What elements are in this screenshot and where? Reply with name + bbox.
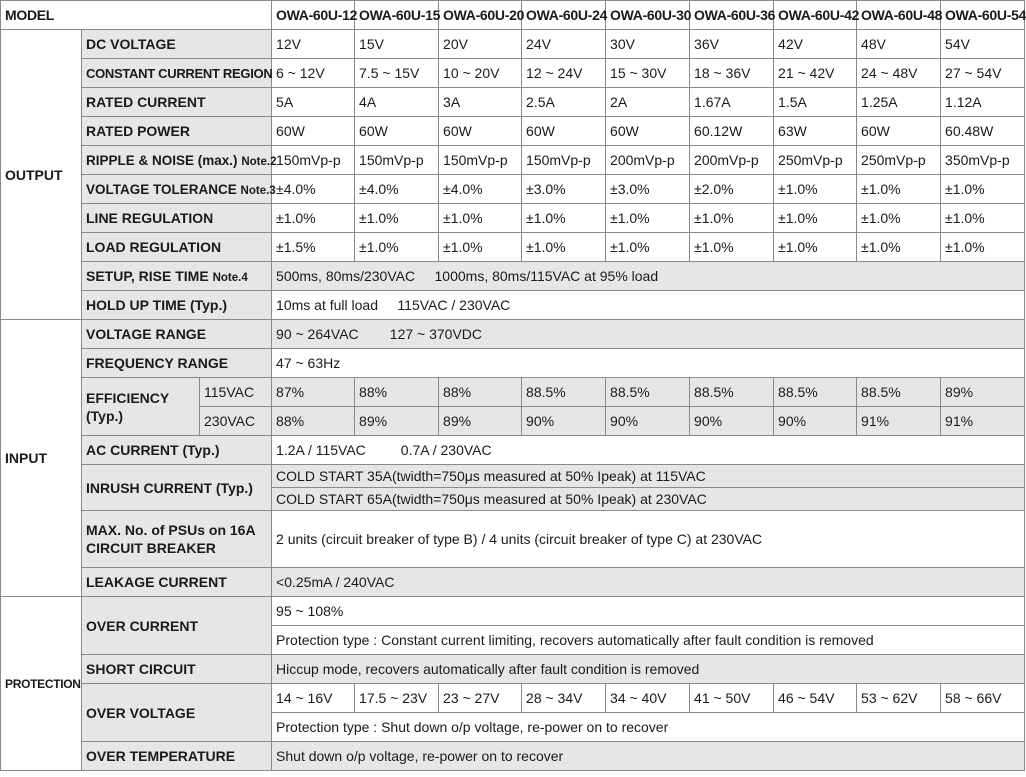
cell: 88.5%	[857, 378, 941, 407]
model-name: OWA-60U-54	[941, 1, 1025, 30]
model-name: OWA-60U-12	[272, 1, 355, 30]
cell: 18 ~ 36V	[690, 59, 774, 88]
label-text: VOLTAGE TOLERANCE	[86, 181, 237, 197]
cell: 58 ~ 66V	[941, 684, 1025, 713]
cell: 20V	[439, 30, 522, 59]
ripple-row	[1, 146, 1025, 175]
cell: 1.2A / 115VAC 0.7A / 230VAC	[272, 436, 1025, 465]
cell: 14 ~ 16V	[272, 684, 355, 713]
row-label: AC CURRENT (Typ.)	[82, 436, 272, 465]
row-label	[82, 262, 272, 291]
cell: COLD START 35A(twidth=750μs measured at 50% Ipeak) at 115VAC	[272, 465, 1025, 488]
cell: Shut down o/p voltage, re-power on to recover	[272, 742, 1025, 771]
row-label: LEAKAGE CURRENT	[82, 568, 272, 597]
cell: ±1.0%	[439, 233, 522, 262]
cell: 90%	[690, 407, 774, 436]
cell: 1.5A	[774, 88, 857, 117]
cell: 90 ~ 264VAC 127 ~ 370VDC	[272, 320, 1025, 349]
cell: 1.25A	[857, 88, 941, 117]
cell: 24 ~ 48V	[857, 59, 941, 88]
voltage-tolerance-row	[1, 175, 1025, 204]
cell: 63W	[774, 117, 857, 146]
cell: ±1.0%	[941, 204, 1025, 233]
frequency-range-row	[1, 349, 1025, 378]
cell: 89%	[355, 407, 439, 436]
cell: ±1.0%	[941, 233, 1025, 262]
cell: 500ms, 80ms/230VAC 1000ms, 80ms/115VAC at 95% load	[272, 262, 1025, 291]
cell: ±1.0%	[857, 233, 941, 262]
cell: ±1.0%	[857, 175, 941, 204]
section-output: OUTPUT	[1, 30, 82, 320]
model-name: OWA-60U-24	[522, 1, 606, 30]
cell: ±4.0%	[439, 175, 522, 204]
label-text: EFFICIENCY	[86, 389, 170, 406]
cell: ±1.0%	[606, 233, 690, 262]
cell: 6 ~ 12V	[272, 59, 355, 88]
label-text: RIPPLE & NOISE (max.)	[86, 152, 238, 168]
cc-region-row	[1, 59, 1025, 88]
over-current-row-1	[1, 597, 1025, 626]
cell: ±1.0%	[774, 175, 857, 204]
cell: 200mVp-p	[606, 146, 690, 175]
row-label: CONSTANT CURRENT REGION	[82, 59, 272, 88]
cell: 60W	[857, 117, 941, 146]
cell: 1.67A	[690, 88, 774, 117]
model-name: OWA-60U-20	[439, 1, 522, 30]
cell: 2A	[606, 88, 690, 117]
cell: 36V	[690, 30, 774, 59]
cell: 200mVp-p	[690, 146, 774, 175]
short-circuit-row	[1, 655, 1025, 684]
cell: Protection type : Constant current limiting, recovers automatically after fault condition is removed	[272, 626, 1025, 655]
sub-label: 115VAC	[200, 378, 272, 407]
section-protection: PROTECTION	[1, 597, 82, 771]
row-label: SHORT CIRCUIT	[82, 655, 272, 684]
note-ref: Note.4	[212, 272, 248, 284]
cell: ±1.0%	[774, 204, 857, 233]
cell: ±2.0%	[690, 175, 774, 204]
cell: 60.48W	[941, 117, 1025, 146]
cell: 88.5%	[522, 378, 606, 407]
row-label	[82, 378, 200, 436]
cell: 88.5%	[690, 378, 774, 407]
cell: 150mVp-p	[355, 146, 439, 175]
cell: 28 ~ 34V	[522, 684, 606, 713]
cell: 250mVp-p	[857, 146, 941, 175]
cell: 60W	[355, 117, 439, 146]
row-label: LOAD REGULATION	[82, 233, 272, 262]
cell: 7.5 ~ 15V	[355, 59, 439, 88]
cell: ±1.0%	[690, 204, 774, 233]
over-voltage-row-1	[1, 684, 1025, 713]
cell: 15V	[355, 30, 439, 59]
row-label	[82, 175, 276, 204]
cell: 90%	[606, 407, 690, 436]
row-label: LINE REGULATION	[82, 204, 272, 233]
cell: 3A	[439, 88, 522, 117]
cell: 95 ~ 108%	[272, 597, 1025, 626]
cell: 90%	[522, 407, 606, 436]
cell: ±1.5%	[272, 233, 355, 262]
cell: ±1.0%	[522, 204, 606, 233]
cell: 2 units (circuit breaker of type B) / 4 units (circuit breaker of type C) at 230VAC	[272, 511, 1025, 568]
cell: 12V	[272, 30, 355, 59]
cell: Hiccup mode, recovers automatically after fault condition is removed	[272, 655, 1025, 684]
cell: 89%	[941, 378, 1025, 407]
max-psu-row	[1, 511, 1025, 568]
cell: 350mVp-p	[941, 146, 1025, 175]
cell: 1.12A	[941, 88, 1025, 117]
label-text: SETUP, RISE TIME	[86, 268, 209, 284]
cell: Protection type : Shut down o/p voltage, re-power on to recover	[272, 713, 1025, 742]
sub-label: 230VAC	[200, 407, 272, 436]
row-label: INRUSH CURRENT (Typ.)	[82, 465, 272, 511]
cell: ±4.0%	[272, 175, 355, 204]
cell: ±1.0%	[439, 204, 522, 233]
cell: 5A	[272, 88, 355, 117]
cell: COLD START 65A(twidth=750μs measured at 50% Ipeak) at 230VAC	[272, 488, 1025, 511]
cell: ±1.0%	[690, 233, 774, 262]
cell: 89%	[439, 407, 522, 436]
note-ref: Note.3	[240, 184, 276, 197]
cell: <0.25mA / 240VAC	[272, 568, 1025, 597]
cell: 4A	[355, 88, 439, 117]
model-name: OWA-60U-15	[355, 1, 439, 30]
inrush-row-1	[1, 465, 1025, 488]
label-text: (Typ.)	[86, 407, 124, 424]
cell: 53 ~ 62V	[857, 684, 941, 713]
cell: 88%	[355, 378, 439, 407]
rated-current-row	[1, 88, 1025, 117]
cell: ±3.0%	[522, 175, 606, 204]
row-label: RATED POWER	[82, 117, 272, 146]
cell: ±1.0%	[272, 204, 355, 233]
cell: ±1.0%	[774, 233, 857, 262]
cell: 21 ~ 42V	[774, 59, 857, 88]
row-label: FREQUENCY RANGE	[82, 349, 272, 378]
rated-power-row	[1, 117, 1025, 146]
cell: 17.5 ~ 23V	[355, 684, 439, 713]
row-label	[82, 146, 277, 175]
cell: 24V	[522, 30, 606, 59]
label-text: CIRCUIT BREAKER	[86, 540, 216, 556]
cell: 34 ~ 40V	[606, 684, 690, 713]
cell: 60W	[439, 117, 522, 146]
row-label: RATED CURRENT	[82, 88, 272, 117]
cell: 87%	[272, 378, 355, 407]
row-label: HOLD UP TIME (Typ.)	[82, 291, 272, 320]
load-regulation-row	[1, 233, 1025, 262]
row-label: VOLTAGE RANGE	[82, 320, 272, 349]
row-label: OVER CURRENT	[82, 597, 272, 655]
row-label: DC VOLTAGE	[82, 30, 272, 59]
voltage-range-row	[1, 320, 1025, 349]
leakage-row	[1, 568, 1025, 597]
ac-current-row	[1, 436, 1025, 465]
cell: ±1.0%	[355, 233, 439, 262]
dc-voltage-row	[1, 30, 1025, 59]
cell: ±1.0%	[355, 204, 439, 233]
cell: 60W	[522, 117, 606, 146]
cell: 54V	[941, 30, 1025, 59]
cell: 48V	[857, 30, 941, 59]
cell: 91%	[941, 407, 1025, 436]
cell: ±1.0%	[606, 204, 690, 233]
cell: 23 ~ 27V	[439, 684, 522, 713]
note-ref: Note.2	[241, 155, 277, 168]
cell: 250mVp-p	[774, 146, 857, 175]
hold-up-row	[1, 291, 1025, 320]
cell: 30V	[606, 30, 690, 59]
cell: 88%	[439, 378, 522, 407]
model-label: MODEL	[1, 1, 272, 30]
over-temperature-row	[1, 742, 1025, 771]
cell: 46 ~ 54V	[774, 684, 857, 713]
row-label: OVER VOLTAGE	[82, 684, 272, 742]
efficiency-row-115	[1, 378, 1025, 407]
cell: 47 ~ 63Hz	[272, 349, 1025, 378]
cell: 15 ~ 30V	[606, 59, 690, 88]
row-label: OVER TEMPERATURE	[82, 742, 272, 771]
model-name: OWA-60U-42	[774, 1, 857, 30]
label-text: MAX. No. of PSUs on 16A	[86, 522, 256, 538]
cell: 88.5%	[606, 378, 690, 407]
cell: 60W	[606, 117, 690, 146]
cell: 60.12W	[690, 117, 774, 146]
cell: 150mVp-p	[272, 146, 355, 175]
cell: ±1.0%	[857, 204, 941, 233]
model-name: OWA-60U-48	[857, 1, 941, 30]
cell: 2.5A	[522, 88, 606, 117]
cell: 150mVp-p	[522, 146, 606, 175]
cell: ±1.0%	[522, 233, 606, 262]
cell: 90%	[774, 407, 857, 436]
cell: 91%	[857, 407, 941, 436]
setup-rise-row	[1, 262, 1025, 291]
section-input: INPUT	[1, 320, 82, 597]
cell: 41 ~ 50V	[690, 684, 774, 713]
cell: ±4.0%	[355, 175, 439, 204]
cell: 10 ~ 20V	[439, 59, 522, 88]
cell: 10ms at full load 115VAC / 230VAC	[272, 291, 1025, 320]
model-row	[1, 1, 1025, 30]
cell: 150mVp-p	[439, 146, 522, 175]
cell: 88%	[272, 407, 355, 436]
cell: 12 ~ 24V	[522, 59, 606, 88]
cell: 42V	[774, 30, 857, 59]
cell: 60W	[272, 117, 355, 146]
cell: ±1.0%	[941, 175, 1025, 204]
cell: ±3.0%	[606, 175, 690, 204]
cell: 88.5%	[774, 378, 857, 407]
cell: 27 ~ 54V	[941, 59, 1025, 88]
model-name: OWA-60U-30	[606, 1, 690, 30]
line-regulation-row	[1, 204, 1025, 233]
row-label	[82, 511, 272, 568]
model-name: OWA-60U-36	[690, 1, 774, 30]
